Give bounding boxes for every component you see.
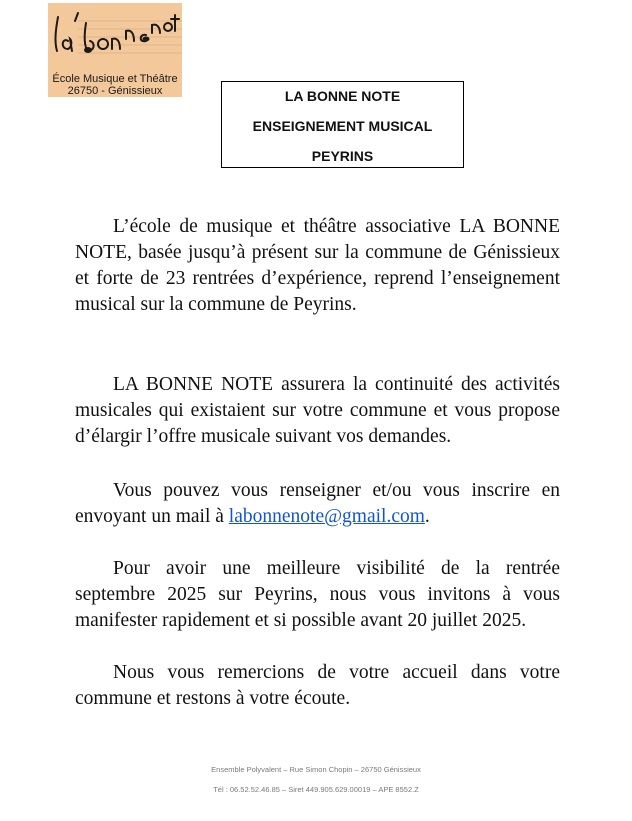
logo-subtitle: École Musique et Théâtre (52, 73, 178, 85)
paragraph-contact (75, 478, 560, 530)
contact-text: Vous pouvez vous renseigner et/ou vous inscrire en envoyant un mail à (75, 480, 560, 527)
title-line-1: LA BONNE NOTE (284, 88, 401, 104)
logo-wordmark (48, 3, 182, 73)
footer-address: Ensemble Polyvalent – Rue Simon Chopin – 26750 Génissieux (211, 765, 421, 774)
paragraph-continuity: LA BONNE NOTE assurera la continuité des activités musicales qui existaient sur votre commune et vous propose d’élargir l’offre musicale suivant vos demandes. (75, 374, 560, 447)
footer-contact: Tél : 06.52.52.46.85 – Siret 449.905.629.00019 – APE 8552.Z (213, 785, 419, 794)
title-box (221, 81, 464, 168)
school-logo (48, 3, 182, 97)
email-link[interactable]: labonnenote@gmail.com (228, 506, 425, 527)
paragraph-intro: L’école de musique et théâtre associative LA BONNE NOTE, basée jusqu’à présent sur la commune de Génissieux et forte de 23 rentrées d’expérience, reprend l’enseignement musical sur la commune de Peyrins. (75, 216, 560, 315)
paragraph-thanks: Nous vous remercions de votre accueil dans votre commune et restons à votre écoute. (75, 662, 560, 709)
logo-location: 26750 - Génissieux (67, 85, 163, 97)
title-line-2: ENSEIGNEMENT MUSICAL (252, 118, 433, 134)
title-line-3: PEYRINS (311, 148, 374, 164)
contact-text-end: . (424, 506, 430, 527)
paragraph-deadline: Pour avoir une meilleure visibilité de la rentrée septembre 2025 sur Peyrins, nous vous invitons à vous manifester rapidement et si possible avant 20 juillet 2025. (75, 558, 560, 631)
